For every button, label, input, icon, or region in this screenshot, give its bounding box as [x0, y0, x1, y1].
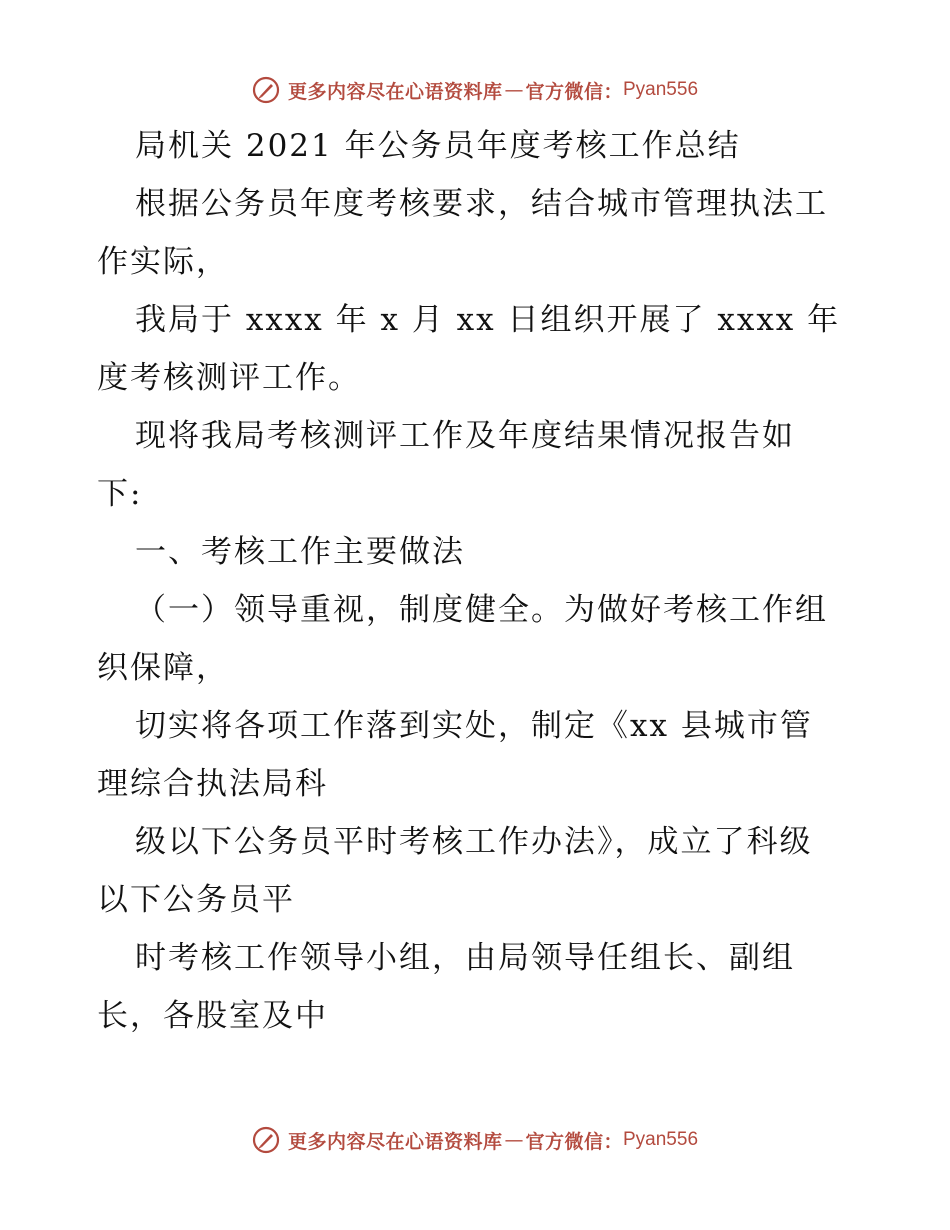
paragraph-line: 理综合执法局科	[97, 766, 328, 802]
paragraph-line: 织保障，	[97, 650, 229, 686]
paragraph-line: 下:	[97, 476, 143, 512]
section-heading: 一、考核工作主要做法	[135, 534, 465, 570]
watermark-text: 更多内容尽在心语资料库	[287, 80, 503, 103]
document-body	[97, 117, 857, 1045]
watermark-wechat-id: Pyan556	[623, 1129, 699, 1150]
paragraph-line: 我局于 xxxx 年 x 月 xx 日组织开展了 xxxx 年	[135, 302, 841, 338]
paragraph-line: （一）领导重视，制度健全。为做好考核工作组	[135, 592, 828, 628]
watermark-wechat-label: 官方微信：	[525, 1130, 623, 1153]
document-title: 局机关 2021 年公务员年度考核工作总结	[135, 128, 741, 164]
watermark-wechat-id: Pyan556	[623, 79, 699, 100]
paragraph-line: 切实将各项工作落到实处，制定《xx 县城市管	[135, 708, 813, 744]
footer-watermark	[0, 1120, 950, 1160]
paragraph-line: 根据公务员年度考核要求，结合城市管理执法工	[135, 186, 828, 222]
watermark-separator: —	[504, 79, 524, 101]
paragraph-line: 时考核工作领导小组，由局领导任组长、副组	[135, 940, 795, 976]
quill-logo-icon	[252, 76, 280, 104]
paragraph-line: 以下公务员平	[97, 882, 295, 918]
paragraph-line: 度考核测评工作。	[97, 360, 361, 396]
watermark-separator: —	[504, 1129, 524, 1151]
paragraph-line: 级以下公务员平时考核工作办法》，成立了科级	[135, 824, 813, 860]
paragraph-line: 现将我局考核测评工作及年度结果情况报告如	[135, 418, 795, 454]
paragraph-line: 长，各股室及中	[97, 998, 328, 1034]
header-watermark	[0, 70, 950, 110]
paragraph-line: 作实际，	[97, 244, 229, 280]
quill-logo-icon	[252, 1126, 280, 1154]
watermark-wechat-label: 官方微信：	[525, 80, 623, 103]
watermark-text: 更多内容尽在心语资料库	[287, 1130, 503, 1153]
